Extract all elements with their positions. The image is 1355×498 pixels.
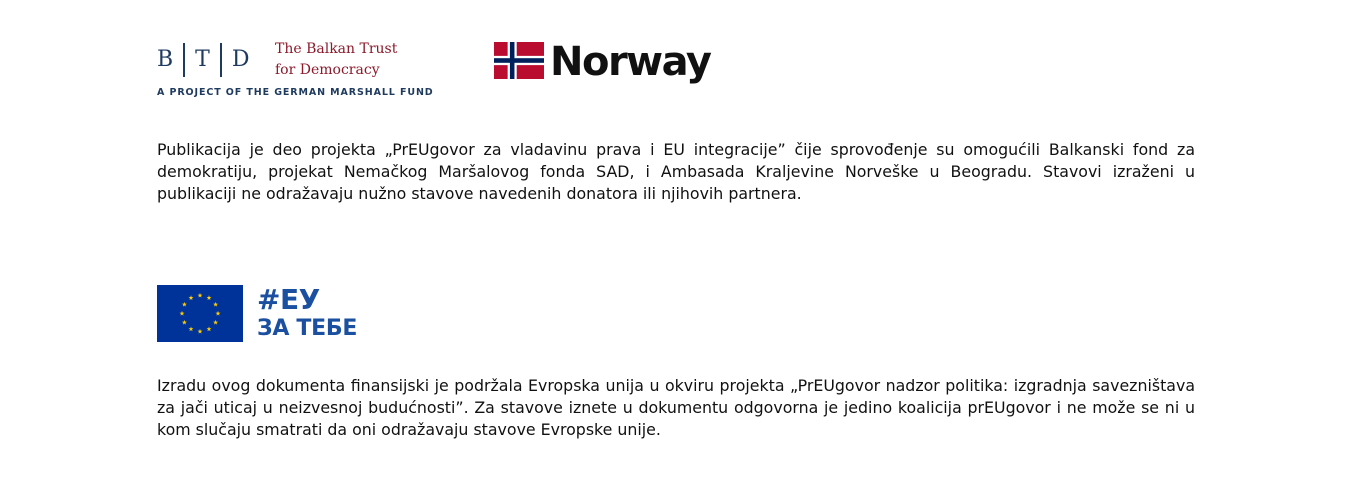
btd-letter-t: T (195, 47, 210, 72)
btd-logo (157, 38, 457, 100)
btd-letter-d: D (231, 47, 250, 72)
btd-divider (220, 43, 222, 77)
eu-tagline (257, 285, 357, 343)
btd-name-line-1: The Balkan Trust (275, 41, 398, 57)
eu-tagline-za-tebe: ЗА ТЕБЕ (257, 316, 358, 341)
btd-subtitle: A PROJECT OF THE GERMAN MARSHALL FUND (157, 87, 434, 98)
norway-wordmark: Norway (550, 39, 711, 85)
btd-name-line-2: for Democracy (275, 62, 380, 78)
btd-divider (183, 43, 185, 77)
eu-for-you-logo (157, 285, 357, 345)
btd-letter-b: B (157, 47, 174, 72)
donor-disclaimer-paragraph: Publikacija je deo projekta „PrEUgovor za vladavinu prava i EU integracije” čije sprovođenje su omogućili Balkanski fond za demokratiju, projekat Nemačkog Maršalovog fonda SAD, i Ambasada Kraljevine Norveške u Beogradu. Stavovi izraženi u publikaciji ne odražavaju nužno stavove navedenih donatora ili njihovih partnera. (157, 140, 1195, 203)
eu-disclaimer-paragraph: Izradu ovog dokumenta finansijski je podržala Evropska unija u okviru projekta „PrEUgovor nadzor politika: izgradnja savezništava za jači uticaj u neizvesnoj budućnosti”. Za stavove iznete u dokumentu odgovorna je jedino koalicija prEUgovor i ne može se ni u kom slučaju smatrati da oni odražavaju stavove Evropske unije. (157, 376, 1195, 439)
btd-monogram (157, 42, 250, 78)
norway-logo (494, 40, 710, 90)
eu-flag-icon (157, 285, 243, 342)
btd-org-name (275, 39, 397, 81)
eu-tagline-hashtag: #ЕУ (257, 283, 320, 316)
norway-flag-icon (494, 42, 544, 79)
